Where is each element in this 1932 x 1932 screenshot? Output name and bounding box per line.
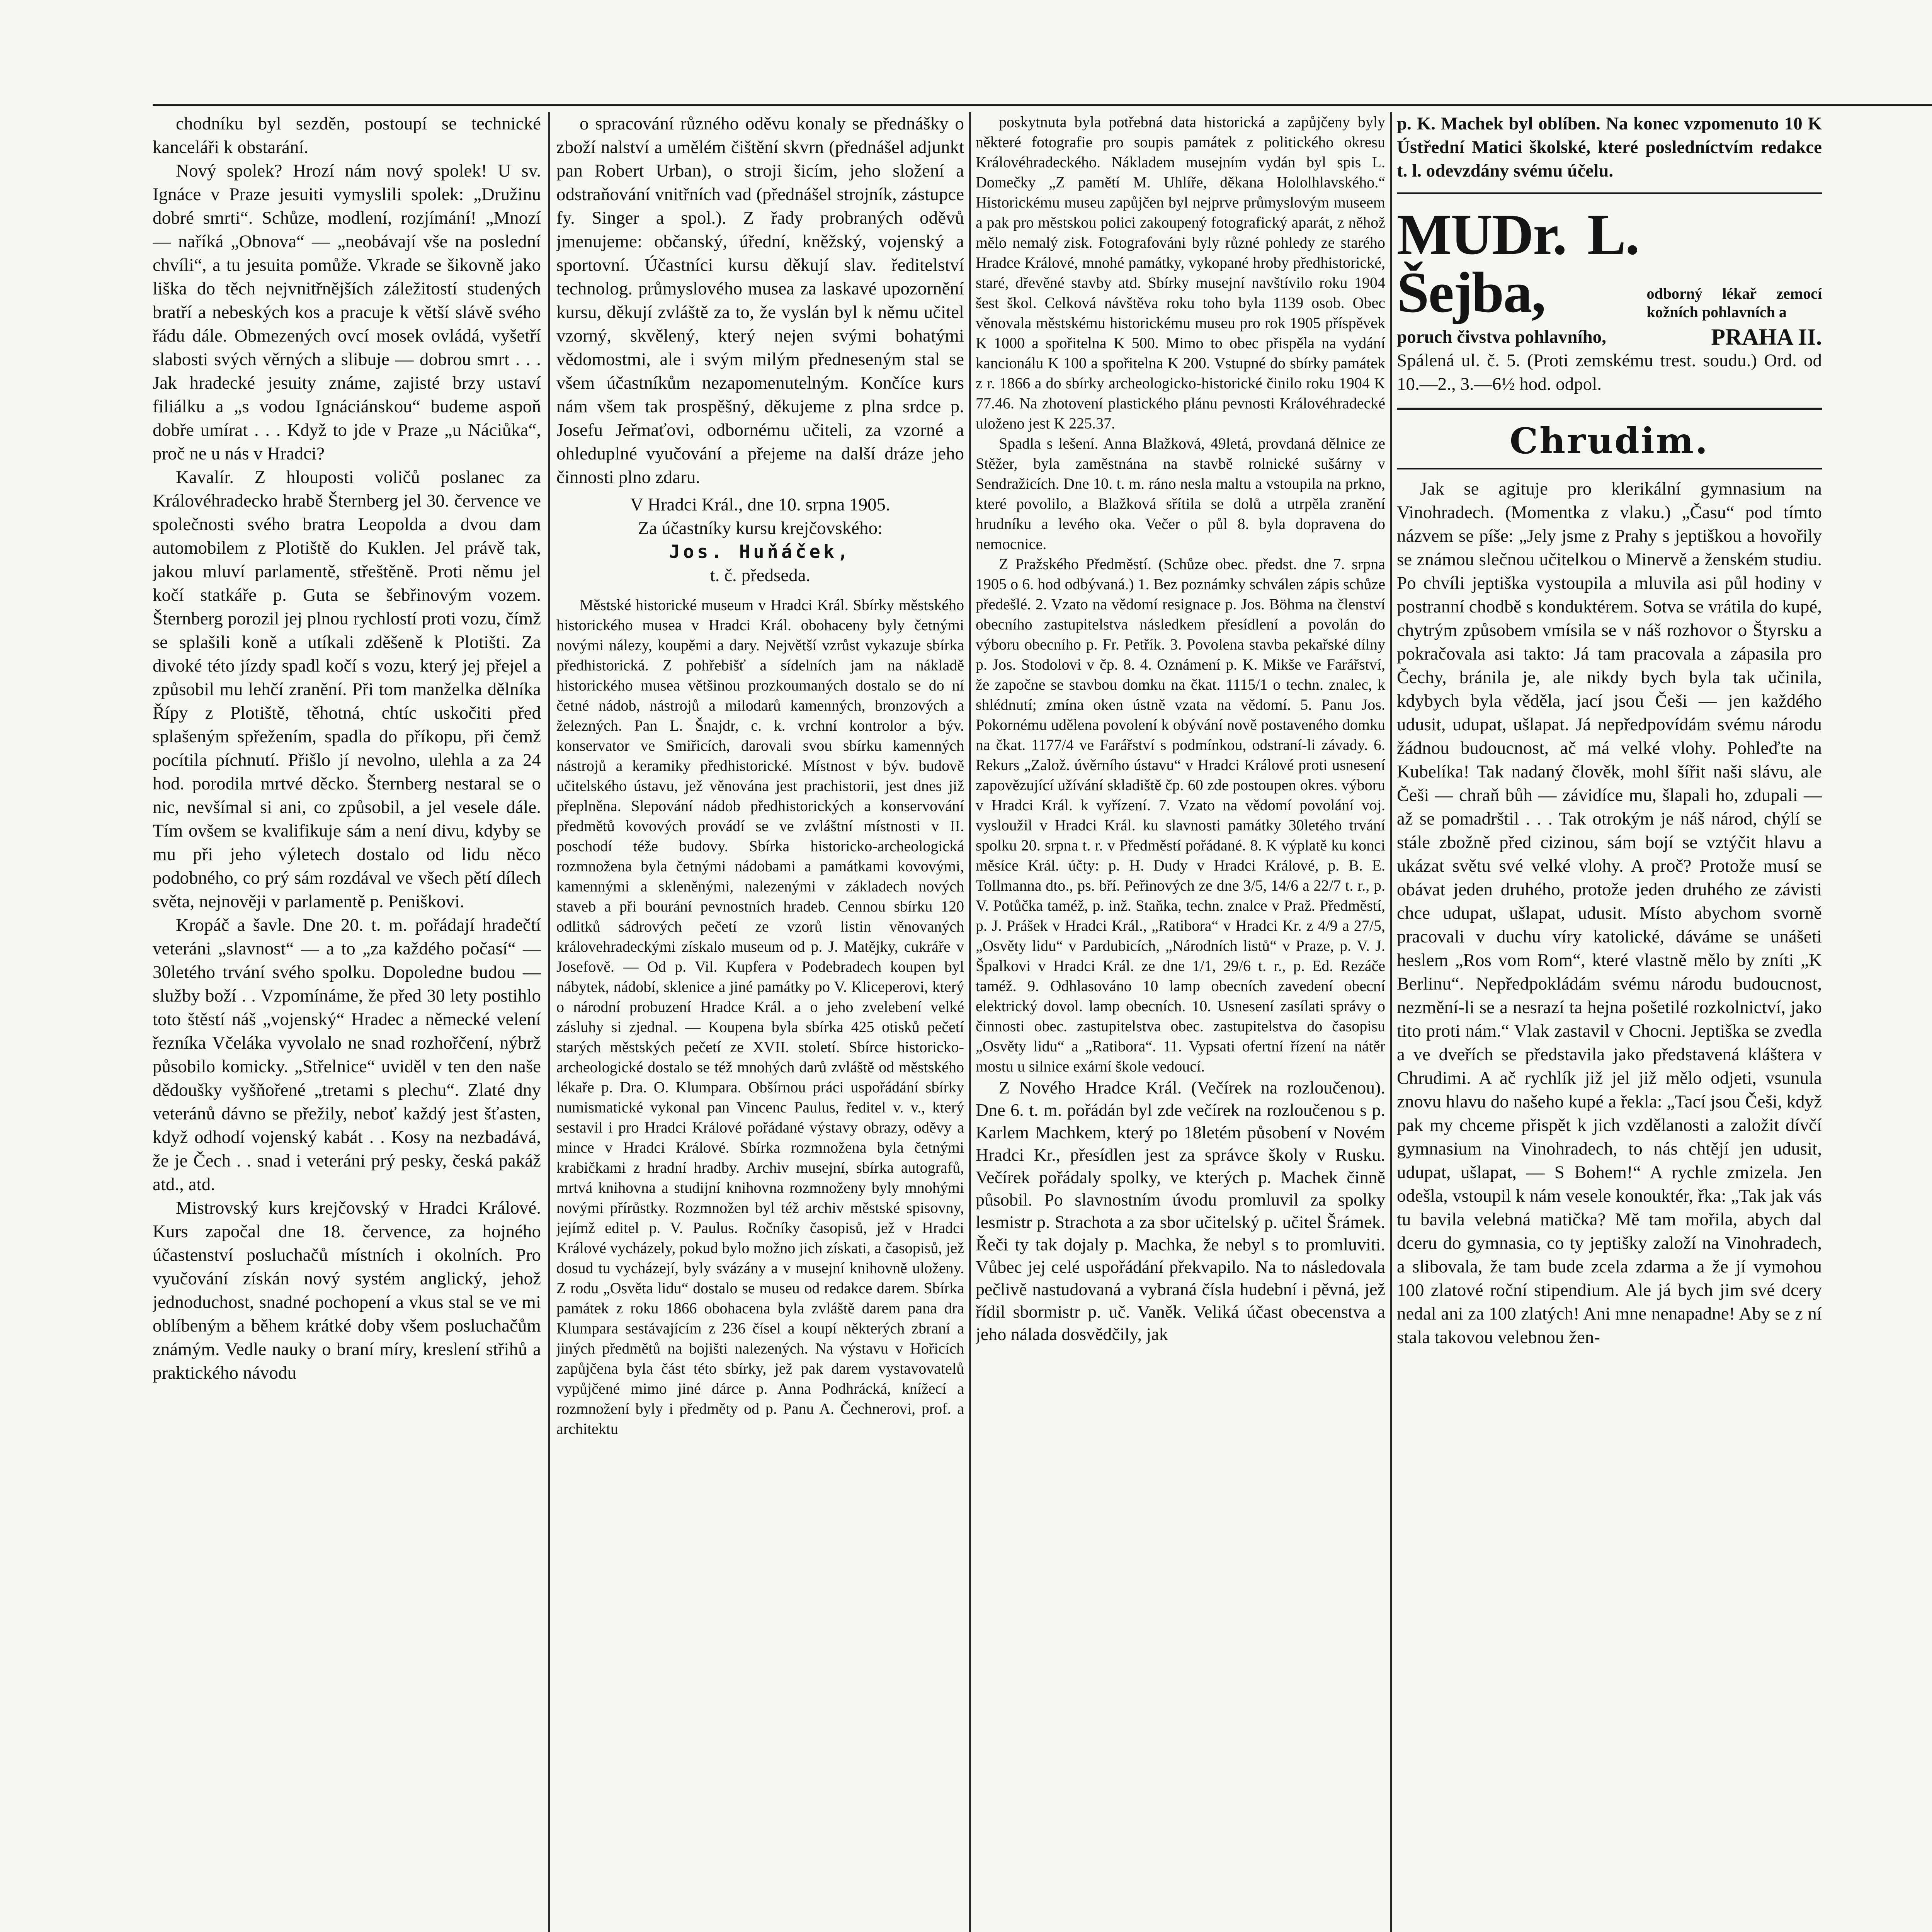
separator bbox=[1397, 408, 1822, 410]
signature-title: t. č. předseda. bbox=[710, 565, 811, 585]
paragraph: Kropáč a šavle. Dne 20. t. m. pořádají hradečtí veteráni „slavnost“ — a to „za každého počasí“ — 30letého trvání svého spolku. Dopoledne budou — služby boží . . Vzpomínáme, že před 30 lety postihlo toto štěstí náš „vojenský“ Hradec a německé velení řezníka Včeláka vyvolalo ne snad rozhořčení, nýbrž působilo komicky. „Střelnice“ uviděl v ten den naše dědoušky vyšňořené „tretami s plechu“. Zlaté dny veteránů dávno se přežily, neboť každý jest šťasten, když odhodí vojenský kabát . . Kosy na nezbadává, že je Čech . . snad i veteráni prý pesky, česká pakáž atd., atd. bbox=[153, 915, 541, 1194]
column-rule bbox=[1390, 112, 1392, 1932]
doctor-advertisement bbox=[1397, 202, 1822, 396]
doctor-name: MUDr. L. Šejba, bbox=[1397, 202, 1639, 325]
doctor-specialty: odborný lékař zemocí kožních pohlavních a bbox=[1646, 285, 1822, 321]
column-rule bbox=[969, 112, 971, 1932]
column-3 bbox=[976, 112, 1385, 1932]
column-4 bbox=[1397, 112, 1822, 1932]
paragraph: Spadla s lešení. Anna Blažková, 49letá, provdaná dělnice ze Stěžer, byla zaměstnána na stavbě rolnické sušárny v Sendražicích. Dne 10. t. m. ráno nesla maltu a vstoupila na prkno, které povolilo, a Blažková sřítila se dolů a utrpěla zranění hrudníku a levého oka. Večer o půl 8. byla dopravena do nemocnice. bbox=[976, 435, 1385, 553]
doctor-clinic: poruch čivstva pohlavního, bbox=[1397, 327, 1606, 347]
paragraph: p. K. Machek byl oblíben. Na konec vzpomenuto 10 K Ústřední Matici školské, které posledníctvím redakce t. l. odevzdány svému účelu. bbox=[1397, 114, 1822, 181]
signature-name: Jos. Huňáček, bbox=[669, 541, 852, 563]
paragraph: Nový spolek? Hrozí nám nový spolek! U sv. Ignáce v Praze jesuiti vymyslili spolek: „Družinu dobré smrti“. Schůze, modlení, rozjímání! „Mnozí — naříká „Obnova“ — „neobávají vše na poslední chvíli“, a tu jesuita pomůže. Vkrade se šikovně jako liška do těch nejvnitřnějších záležitostí studených bratří a nebeských kos a pracuje k větší slávě svého řádu dále. Obmezených ovcí mosek ovládá, vyšetří slabosti svých věrných a slibuje — dobrou smrt . . . Jak hradecké jesuity známe, zajisté brzy ustaví filiálku a „s vodou Ignáciánskou“ budeme aspoň dobře umírat . . . Když to jde v Praze „u Náciůka“, proč ne u nás v Hradci? bbox=[153, 161, 541, 464]
paragraph: Z Nového Hradce Král. (Večírek na rozloučenou). Dne 6. t. m. pořádán byl zde večírek na rozloučenou s p. Karlem Machkem, který po 18letém působení v Novém Hradci Kr., přesídlen jest za správce školy v Rusku. Večírek pořádaly spolky, ve kterých p. Machek činně působil. Po slavnostním úvodu promluvil za spolky lesmistr p. Strachota a za sbor učitelský p. učitel Šrámek. Řeči ty tak dojaly p. Machka, že nebyl s to promluviti. Vůbec jej celé uspořádání překvapilo. Na to následovala pečlivě nastudovaná a vybraná čísla hudební i pěvná, jež řídil sbormistr p. uč. Vaněk. Veliká účast obecenstva a jeho nálada dosvědčily, jak bbox=[976, 1078, 1385, 1344]
column-rule bbox=[548, 112, 550, 1932]
separator bbox=[1397, 192, 1822, 194]
paragraph: o spracování různého oděvu konaly se přednášky o zboží nalství a umělém čištění skvrn (přednášel adjunkt pan Robert Urban), o stroji šicím, jeho složení a odstraňování vnitřních vad (přednášel strojník, zástupce fy. Singer a spol.). Z řady probraných oděvů jmenujeme: občanský, úřední, kněžský, vojenský a sportovní. Účastníci kursu děkují slav. ředitelství technolog. průmyslového musea za laskavé upozornění kursu, děkují zvláště za to, že vyslán byl k němu učitel vzorný, skvělený, který nejen svými bohatými vědomostmi, ale i svým milým předneseným stal se všem účastníkům nezapomenutelným. Končíce kurs nám všem tak prospěšný, děkujeme z plna srdce p. Josefu Jeřmaťovi, odbornému učiteli, za vzorné a ohleduplné vyučování a přejeme na další dráze jeho činnosti plno zdaru. bbox=[556, 114, 964, 487]
column-1 bbox=[153, 112, 541, 1932]
dateline: V Hradci Král., dne 10. srpna 1905. bbox=[630, 495, 890, 515]
paragraph: Jak se agituje pro klerikální gymnasium na Vinohradech. (Momentka z vlaku.) „Času“ pod tímto názvem se píše: „Jely jsme z Prahy s jeptiškou a hovořily se známou slečnou učitelkou o Minervě a ženském studiu. Po chvíli jeptiška vystoupila a mluvila asi půl hodiny v postranní chodbě s konduktérem. Sotva se vrátila do kupé, chytrým způsobem vmísila se v náš rozhovor o Štyrsku a pokračovala asi takto: Já tam pracovala a zápasila pro Čechy, bránila je, ale nikdy bych byla tak učinila, kdybych byla věděla, jací jsou Češi — jen každého udusit, udupat, ušlapat. Já nepředpovídám svému národu žádnou budoucnost, ač má velké vlohy. Pohleďte na Kubelíka! Tak nadaný člověk, mohl šířit naši slávu, ale Češi — chraň bůh — závidíce mu, šlapali ho, zdupali — až se pomadrštil . . . Tak otrokým je náš národ, chýlí se stále zbožně před cizinou, sám bojí se vztýčit hlavu a ukázat světu své velké vlohy. A proč? Protože musí se obávat jeden druhého, protože jeden druhého ze závisti chce udupat, ušlapat, udusit. Místo abychom svorně pracovali v duchu víry katolické, dáváme se unášeti heslem „Ros vom Rom“, které vlastně mělo by zníti „K Berlinu“. Nepředpokládám svému národu budoucnost, nezmění-li se a nesrazí ta hejna pošetilé rozkolnictví, jako tito proti nám.“ Vlak zastavil v Chocni. Jeptiška se zvedla a ve dveřích se představila jako představená kláštera v Chrudimi. A ač rychlík již jel již mělo odjeti, vsunula znovu hlavu do našeho kupé a řekla: „Tací jsou Češi, když pak my chceme přispět k jich vzdělanosti a založit dívčí gymnasium na Vinohradech, to nás chtějí jen udusit, udupat, ušlapat, — S Bohem!“ A rychle zmizela. Jen odešla, vstoupil k nám vesele konouktér, řka: „Tak jak vás tu bavila velebná matička? Mě tam mořila, abych dal dceru do gymnasia, co ty jeptišky založí na Vinohradech, a slibovala, že tam bude zcela zdarma a že jí vymohou 100 zlatové roční stipendium. Ale já bych jim své dcery nedal ani za 100 zlatých! Ani mne nenapadne! Aby se z ní stala takovou velebnou žen- bbox=[1397, 479, 1822, 1347]
separator bbox=[1397, 468, 1822, 469]
paragraph: Mistrovský kurs krejčovský v Hradci Králové. Kurs započal dne 18. července, za hojného účastenství posluchačů místních i okolních. Pro vyučování získán nový systém anglický, jehož jednoduchost, snadné pochopení a vkus stal se ve mi oblíbeným a během krátké doby všem posluchačům známým. Vedle nauky o braní míry, kreslení střihů a praktického návodu bbox=[153, 1198, 541, 1383]
paragraph: chodníku byl sezděn, postoupí se technické kanceláři k obstarání. bbox=[153, 114, 541, 157]
paragraph: poskytnuta byla potřebná data historická a zapůjčeny byly některé fotografie pro soupis památek z politického okresu Královéhradeckého. Nákladem musejním vydán byl spis L. Domečky „Z pamětí M. Uhlíře, děkana Hololhlavského.“ Historickému museu zapůjčen byl nejprve průmyslovým museem a pak pro městskou polici zakoupený fotografický aparát, z něhož mělo nemalý zisk. Fotografováni byly různé pohledy ze starého Hradce Králové, mnohé památky, vykopané hroby předhistorické, staré, dřevěné stavby atd. Sbírky musejní navštívilo roku 1904 šest škol. Celková návštěva roku toho byla 1139 osob. Obec věnovala městskému historickému museu pro rok 1905 příspěvek K 1000 a spořitelna K 500. Mimo to obec přispěla na vydání kancionálu K 100 a spořitelna K 200. Vstupné do sbírky památek z r. 1866 a do sbírky archeologicko-historické činilo roku 1904 K 77.46. Na zhotovení plastického plánu pevnosti Královéhradecké uloženo jest K 225.37. bbox=[976, 113, 1385, 432]
signature-label: Za účastníky kursu krejčovského: bbox=[638, 518, 883, 538]
top-rule bbox=[153, 104, 1932, 106]
paragraph: Z Pražského Předměstí. (Schůze obec. předst. dne 7. srpna 1905 o 6. hod odbývaná.) 1. Bez poznámky schválen zápis schůze předešlé. 2. Vzato na vědomí resignace p. Jos. Böhma na členství obecního zastupitelstva následkem přesídlení a povolán do výboru obecního p. Fr. Petřík. 3. Povolena stavba pekařské dílny p. Jos. Stodolovi v čp. 8. 4. Oznámení p. K. Mikše ve Farářství, že započne se stavbou domku na čkat. 1115/1 o techn. znalec, k shlédnutí; zmína oken ústně vzata na vědomí. 5. Panu Jos. Pokornému udělena povolení k obývání nově postaveného domku na čkat. 1177/4 ve Farářství s podmínkou, odstraní-li závady. 6. Rekurs „Založ. úvěrního ústavu“ v Hradci Králové proti usnesení zapovězující užívání skladiště čp. 60 zde postoupen okres. výboru v Hradci Král. k vyřízení. 7. Vzato na vědomí povolání voj. vysloužil v Hradci Král. ku slavnosti památky 30letého trvání spolku 20. srpna t. r. v Předměstí pořádané. 8. K výplatě ku konci měsíce Král. účty: p. H. Dudy v Hradci Králové, p. B. E. Tollmanna dto., ps. bří. Peřinových ze dne 3/5, 14/6 a 22/7 t. r., p. V. Potůčka taméž, p. inž. Staňka, techn. znalce v Praž. Předměstí, p. J. Prášek v Hradci Král., „Ratibora“ v Hradci Kr. z 4/9 a 27/5, „Osvěty lidu“ v Pardubicích, „Národních listů“ v Praze, p. V. J. Špalkovi v Hradci Král. ze dne 1/1, 29/6 t. r., p. Ed. Rezáče taméž. 9. Odhlasováno 10 lamp obecních zavedení obecní elektrický dovol. lamp obecních. 10. Usnesení zasílati správy o činnosti obec. zastupitelstva obec. zastupitelstva do časopisu „Osvěty lidu“ a „Ratibora“. 11. Vypsati ofertní řízení na nátěr mostu u silnice exární škole vedoucí. bbox=[976, 555, 1385, 1075]
doctor-city: PRAHA II. bbox=[1711, 324, 1822, 350]
column-2 bbox=[556, 112, 964, 1932]
doctor-address: Spálená ul. č. 5. (Proti zemskému trest. soudu.) Ord. od 10.—2., 3.—6½ hod. odpol. bbox=[1397, 350, 1822, 394]
paragraph: Městské historické museum v Hradci Král. Sbírky městského historického musea v Hradci Král. obohaceny byly četnými novými nálezy, koupěmi a dary. Největší vzrůst vykazuje sbírka předhistorická. Z pohřebišť a sídelních jam na nákladě historického musea většinou prozkoumaných dostalo se do ní četné nádob, nástrojů a milodarů kamenných, bronzových a železných. Pan L. Šnajdr, c. k. vrchní kontrolor a býv. konservator ve Smiřicích, darovali svou sbírku kamenných nástrojů a keramiky předhistorické. Místnost v býv. budově učitelského ústavu, jež věnována jest prachistorii, jest dnes již přeplněna. Slepování nádob předhistorických a konservování předmětů kovových provádí se ve zvláštní místnosti v II. poschodí téže budovy. Sbírka historicko-archeologická rozmnožena byla četnými nádobami a památkami kovovými, kamennými a skleněnými, nalezenými v základech nových staveb a při bourání pevnostních hradeb. Cennou sbírku 120 odlitků sádrových pečetí ze vzorů listin věnovaných královehradeckými získalo museum od p. J. Matějky, cukráře v Josefově. — Od p. Vil. Kupfera v Podebradech koupen byl nábytek, nádobí, sklenice a jiné památky po V. Kliceperovi, který o národní probuzení Hradce Král. a o jeho zvelebení velké zásluhy si zjednal. — Koupena byla sbírka 425 otisků pečetí starých městských pečetí ze XVII. století. Sbírce historicko-archeologické dostalo se též mnohých darů zvláště od městského lékaře p. Dra. O. Klumpara. Obšírnou práci uspořádání sbírky numismatické vykonal pan Vincenc Paulus, ředitel v. v., který sestavil i pro Hradci Králové pořádané výstavy obrazy, oděvy a mince v Hradci Králové. Sbírka rozmnožena byla četnými krabičkami z hradní hradby. Archiv musejní, sbírka autografů, mrtvá knihovna a studijní knihovna rozmnoženy byly mnohými novými přírůstky. Rozmnožen byl též archiv městské spisovny, jejímž editel p. V. Paulus. Ročníky časopisů, jež v Hradci Králové vycházely, pokud bylo možno jich získati, a časopisů, jež dosud tu vycházejí, byly svázány a v musejní knihovně uloženy. Z rodu „Osvěta lidu“ dostalo se museu od redakce darem. Sbírka památek z roku 1866 obohacena byla zvláště darem pana dra Klumpara sestávajícím z 236 čísel a koupí některých zbraní a jiných předmětů na bojišti nalezených. Na výstavu v Hořicích zapůjčena byla část této sbírky, jež pak darem vystavovatelů vypůjčené mimo jiné dárce p. Anna Podhrácká, knížecí a rozmnožení byly i předměty od p. Panu A. Čechnerovi, prof. a architektu bbox=[556, 596, 964, 1437]
section-heading: Chrudim. bbox=[1509, 420, 1709, 462]
paragraph: Kavalír. Z hlouposti voličů poslanec za Královéhradecko hrabě Šternberg jel 30. července ve společnosti svého bratra Leopolda a dvou dam automobilem z Plotiště do Kuklen. Jel právě tak, jakou mluví parlamentě, střeštěně. Proti němu jel kočí statkáře p. Guta se šebřinovým vozem. Šternberg porozil jej plnou rychlostí proti vozu, čímž se splašili koně a utíkali zděšeně k Plotišti. Za divoké této jízdy spadl kočí s vozu, který jej přejel a způsobil mu lehčí zranění. Při tom manželka dělníka Řípy z Plotiště, těhotná, chtíc uskočiti před splašeným spřežením, spadla do příkopu, při čemž pocítila píchnutí. Přišlo jí nevolno, ulehla a za 24 hod. porodila mrtvé děcko. Šternberg nestaral se o nic, nevšímal si ani, co způsobil, a jel vesele dále. Tím ovšem se kvalifikuje sám a není divu, kdyby se mu při jeho výletech dostalo od lidu něco podobného, co prý sám rozdával ve všech pětí dílech světa, nejnověji v parlamentě p. Peniškovi. bbox=[153, 467, 541, 912]
